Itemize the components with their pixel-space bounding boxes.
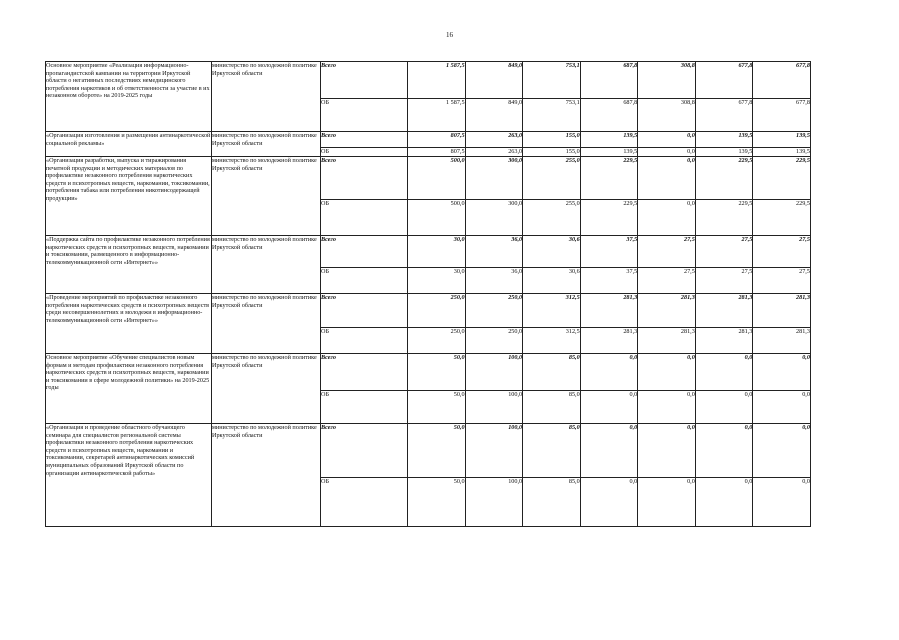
funding-source-total-label: Всего [321, 236, 408, 268]
funding-source-ob-label: ОБ [321, 99, 408, 132]
page-number: 16 [446, 31, 453, 39]
total-amount-cell: 36,0 [465, 236, 523, 268]
funding-source-total-label: Всего [321, 157, 408, 200]
ob-amount-cell: 229,5 [695, 200, 753, 236]
ob-amount-cell: 250,0 [408, 328, 466, 354]
ob-amount-cell: 0,0 [695, 391, 753, 424]
ob-amount-cell: 27,5 [695, 268, 753, 294]
table-row [46, 62, 811, 99]
ob-amount-cell: 677,8 [695, 99, 753, 132]
total-amount-cell: 281,3 [580, 294, 638, 328]
responsible-executor: министерство по молодежной политике Иркутской области [212, 354, 321, 424]
total-amount-cell: 500,0 [408, 157, 466, 200]
table-body [46, 62, 811, 527]
ob-amount-cell: 139,5 [695, 148, 753, 157]
total-amount-cell: 0,0 [695, 354, 753, 391]
total-amount-cell: 250,0 [408, 294, 466, 328]
funding-source-total-label: Всего [321, 354, 408, 391]
funding-source-total-label: Всего [321, 132, 408, 148]
total-amount-cell: 0,0 [638, 424, 696, 478]
total-amount-cell: 0,0 [695, 424, 753, 478]
total-amount-cell: 281,3 [753, 294, 811, 328]
table-row [46, 236, 811, 268]
responsible-executor: министерство по молодежной политике Иркутской области [212, 424, 321, 527]
total-amount-cell: 27,5 [753, 236, 811, 268]
table-row [46, 132, 811, 148]
total-amount-cell: 229,5 [695, 157, 753, 200]
ob-amount-cell: 100,0 [465, 478, 523, 527]
ob-amount-cell: 308,8 [638, 99, 696, 132]
total-amount-cell: 100,0 [465, 354, 523, 391]
responsible-executor: министерство по молодежной политике Иркутской области [212, 62, 321, 132]
ob-amount-cell: 139,5 [580, 148, 638, 157]
ob-amount-cell: 281,3 [638, 328, 696, 354]
ob-amount-cell: 85,0 [523, 478, 581, 527]
total-amount-cell: 100,0 [465, 424, 523, 478]
funding-source-total-label: Всего [321, 62, 408, 99]
activity-description: «Поддержка сайта по профилактике незаконного потребления наркотических средств и психотропных веществ, наркомании и токсикомании, размещенного в информационно-телекоммуникационной сети «Интернет»» [46, 236, 212, 294]
total-amount-cell: 85,0 [523, 354, 581, 391]
activity-description: Основное мероприятие «Реализация информационно-пропагандистской кампании на территории Иркутской области о негативных последствиях немедицинского потребления наркотиков и об ответственности за участие в их незаконном обороте» на 2019-2025 годы [46, 62, 212, 132]
funding-source-ob-label: ОБ [321, 148, 408, 157]
responsible-executor: министерство по молодежной политике Иркутской области [212, 236, 321, 294]
total-amount-cell: 155,0 [523, 132, 581, 148]
total-amount-cell: 250,0 [465, 294, 523, 328]
ob-amount-cell: 0,0 [695, 478, 753, 527]
total-amount-cell: 30,0 [408, 236, 466, 268]
ob-amount-cell: 281,3 [753, 328, 811, 354]
total-amount-cell: 281,3 [695, 294, 753, 328]
activity-description: «Организация и проведение областного обучающего семинара для специалистов региональной системы профилактики незаконного потребления наркотических средств и психотропных веществ, наркомании и токсикомании, секретарей антинаркотических комиссий муниципальных образований Иркутской области по организации антинаркотической работы» [46, 424, 212, 527]
responsible-executor: министерство по молодежной политике Иркутской области [212, 294, 321, 354]
ob-amount-cell: 677,8 [753, 99, 811, 132]
total-amount-cell: 255,0 [523, 157, 581, 200]
total-amount-cell: 0,0 [580, 424, 638, 478]
ob-amount-cell: 753,1 [523, 99, 581, 132]
ob-amount-cell: 1 587,5 [408, 99, 466, 132]
ob-amount-cell: 30,0 [408, 268, 466, 294]
total-amount-cell: 0,0 [638, 157, 696, 200]
table-row [46, 294, 811, 328]
ob-amount-cell: 312,5 [523, 328, 581, 354]
activity-description: «Проведение мероприятий по профилактике незаконного потребления наркотических средств и психотропных веществ среди несовершеннолетних и молодежи в информационно-телекоммуникационной сети «Интернет»» [46, 294, 212, 354]
total-amount-cell: 27,5 [695, 236, 753, 268]
total-amount-cell: 263,0 [465, 132, 523, 148]
total-amount-cell: 85,0 [523, 424, 581, 478]
total-amount-cell: 312,5 [523, 294, 581, 328]
funding-source-total-label: Всего [321, 424, 408, 478]
ob-amount-cell: 155,0 [523, 148, 581, 157]
ob-amount-cell: 0,0 [580, 478, 638, 527]
ob-amount-cell: 281,3 [695, 328, 753, 354]
ob-amount-cell: 250,0 [465, 328, 523, 354]
ob-amount-cell: 0,0 [638, 200, 696, 236]
total-amount-cell: 139,5 [695, 132, 753, 148]
total-amount-cell: 139,5 [753, 132, 811, 148]
ob-amount-cell: 0,0 [638, 148, 696, 157]
total-amount-cell: 50,0 [408, 354, 466, 391]
total-amount-cell: 0,0 [638, 132, 696, 148]
total-amount-cell: 30,6 [523, 236, 581, 268]
ob-amount-cell: 500,0 [408, 200, 466, 236]
total-amount-cell: 27,5 [638, 236, 696, 268]
ob-amount-cell: 0,0 [753, 478, 811, 527]
total-amount-cell: 677,8 [753, 62, 811, 99]
table-row [46, 424, 811, 478]
ob-amount-cell: 27,5 [753, 268, 811, 294]
table-row [46, 354, 811, 391]
total-amount-cell: 807,5 [408, 132, 466, 148]
total-amount-cell: 849,0 [465, 62, 523, 99]
ob-amount-cell: 849,0 [465, 99, 523, 132]
ob-amount-cell: 300,0 [465, 200, 523, 236]
ob-amount-cell: 0,0 [753, 391, 811, 424]
responsible-executor: министерство по молодежной политике Иркутской области [212, 132, 321, 157]
total-amount-cell: 677,8 [695, 62, 753, 99]
total-amount-cell: 281,3 [638, 294, 696, 328]
total-amount-cell: 0,0 [580, 354, 638, 391]
funding-source-total-label: Всего [321, 294, 408, 328]
ob-amount-cell: 0,0 [638, 391, 696, 424]
ob-amount-cell: 229,5 [580, 200, 638, 236]
funding-source-ob-label: ОБ [321, 478, 408, 527]
ob-amount-cell: 37,5 [580, 268, 638, 294]
total-amount-cell: 308,8 [638, 62, 696, 99]
ob-amount-cell: 85,0 [523, 391, 581, 424]
ob-amount-cell: 687,8 [580, 99, 638, 132]
total-amount-cell: 1 587,5 [408, 62, 466, 99]
responsible-executor: министерство по молодежной политике Иркутской области [212, 157, 321, 236]
funding-source-ob-label: ОБ [321, 268, 408, 294]
ob-amount-cell: 30,6 [523, 268, 581, 294]
total-amount-cell: 0,0 [638, 354, 696, 391]
ob-amount-cell: 50,0 [408, 391, 466, 424]
total-amount-cell: 139,5 [580, 132, 638, 148]
total-amount-cell: 229,5 [753, 157, 811, 200]
funding-source-ob-label: ОБ [321, 391, 408, 424]
activity-description: «Организация изготовления и размещения антинаркотической социальной рекламы» [46, 132, 212, 157]
ob-amount-cell: 255,0 [523, 200, 581, 236]
table-row [46, 157, 811, 200]
activity-description: Основное мероприятие «Обучение специалистов новым формам и методам профилактики незаконного потребления наркотических средств и психотропных веществ, наркомании и токсикомании в сфере молодежной политики» на 2019-2025 годы [46, 354, 212, 424]
ob-amount-cell: 36,0 [465, 268, 523, 294]
ob-amount-cell: 0,0 [638, 478, 696, 527]
total-amount-cell: 50,0 [408, 424, 466, 478]
total-amount-cell: 0,0 [753, 354, 811, 391]
budget-table [45, 61, 811, 527]
total-amount-cell: 229,5 [580, 157, 638, 200]
ob-amount-cell: 50,0 [408, 478, 466, 527]
ob-amount-cell: 229,5 [753, 200, 811, 236]
ob-amount-cell: 281,3 [580, 328, 638, 354]
ob-amount-cell: 27,5 [638, 268, 696, 294]
total-amount-cell: 0,0 [753, 424, 811, 478]
total-amount-cell: 753,1 [523, 62, 581, 99]
funding-source-ob-label: ОБ [321, 328, 408, 354]
ob-amount-cell: 807,5 [408, 148, 466, 157]
total-amount-cell: 687,8 [580, 62, 638, 99]
ob-amount-cell: 100,0 [465, 391, 523, 424]
ob-amount-cell: 263,0 [465, 148, 523, 157]
ob-amount-cell: 0,0 [580, 391, 638, 424]
ob-amount-cell: 139,5 [753, 148, 811, 157]
funding-source-ob-label: ОБ [321, 200, 408, 236]
total-amount-cell: 37,5 [580, 236, 638, 268]
activity-description: «Организация разработки, выпуска и тиражирования печатной продукции и методических материалов по профилактике незаконного потребления наркотических средств и психотропных веществ, наркомании, токсикомании, потребления табака или потребления никотинсодержащей продукции» [46, 157, 212, 236]
total-amount-cell: 300,0 [465, 157, 523, 200]
